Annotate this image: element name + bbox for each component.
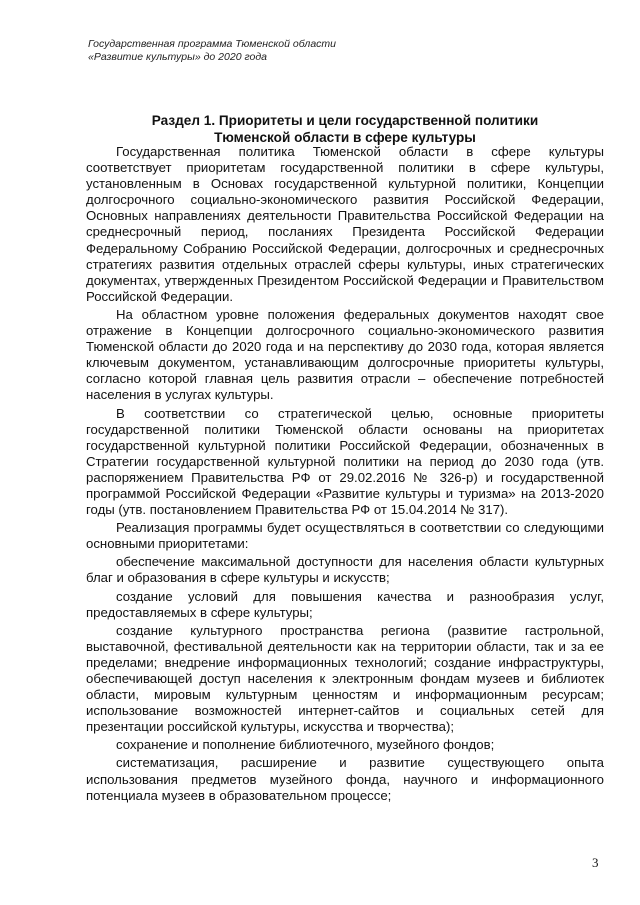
section-title-line-2: Тюменской области в сфере культуры — [214, 130, 476, 145]
paragraph: Государственная политика Тюменской области в сфере культуры соответствует приоритетам государственной политики в сфере культуры, установленным в Основах государственной культурной политики, Концепции долгосрочного социально-экономического развития Российской Федерации, Основных направлениях деятельности Правительства Российской Федерации на среднесрочный период, посланиях Президента Российской Федерации Федеральному Собранию Российской Федерации, долгосрочных и среднесрочных стратегиях развития отдельных отраслей сферы культуры, иных стратегических документах, утвержденных Президентом Российской Федерации и Правительством Российской Федерации. — [86, 144, 604, 304]
running-header — [88, 38, 336, 64]
section-title-line-1: Раздел 1. Приоритеты и цели государственной политики — [151, 113, 539, 128]
priority-item: обеспечение максимальной доступности для населения области культурных благ и образования в сфере культуры и искусств; — [86, 554, 604, 586]
section-title — [86, 112, 604, 146]
header-program-subtitle: «Развитие культуры» до 2020 года — [88, 51, 267, 63]
priority-item: создание условий для повышения качества и разнообразия услуг, предоставляемых в сфере культуры; — [86, 588, 604, 620]
priority-item: систематизация, расширение и развитие существующего опыта использования предметов музейного фонда, научного и информационного потенциала музеев в образовательном процессе; — [86, 755, 604, 803]
paragraph: В соответствии со стратегической целью, основные приоритеты государственной политики Тюменской области основаны на приоритетах государственной культурной политики Российской Федерации, обозначенных в Стратегии государственной культурной политики на период до 2030 года (утв. распоряжением Правительства РФ от 29.02.2016 № 326-р) и государственной программой Российской Федерации «Развитие культуры и туризма» на 2013-2020 годы (утв. постановлением Правительства РФ от 15.04.2014 № 317). — [86, 405, 604, 518]
priority-item: создание культурного пространства региона (развитие гастрольной, выставочной, фестивальной деятельности как на территории области, так и за ее пределами; внедрение информационных технологий; создание инфраструктуры, обеспечивающей доступ населения к электронным фондам музеев и библиотек области, мировым культурным ценностям и информационным ресурсам; использование возможностей интернет-сайтов и социальных сетей для презентации российской культуры, искусства и творчества); — [86, 622, 604, 735]
paragraph: Реализация программы будет осуществляться в соответствии со следующими основными приоритетами: — [86, 520, 604, 552]
priority-item: сохранение и пополнение библиотечного, музейного фондов; — [116, 737, 495, 753]
page-number: 3 — [592, 855, 599, 870]
header-program-title: Государственная программа Тюменской области — [88, 38, 336, 50]
body-text — [86, 144, 604, 806]
paragraph: На областном уровне положения федеральных документов находят свое отражение в Концепции долгосрочного социально-экономического развития Тюменской области до 2020 года и на перспективу до 2030 года, которая является ключевым документом, устанавливающим долгосрочные приоритеты культуры, согласно которой главная цель развития отрасли – обеспечение потребностей населения в услугах культуры. — [86, 306, 604, 403]
